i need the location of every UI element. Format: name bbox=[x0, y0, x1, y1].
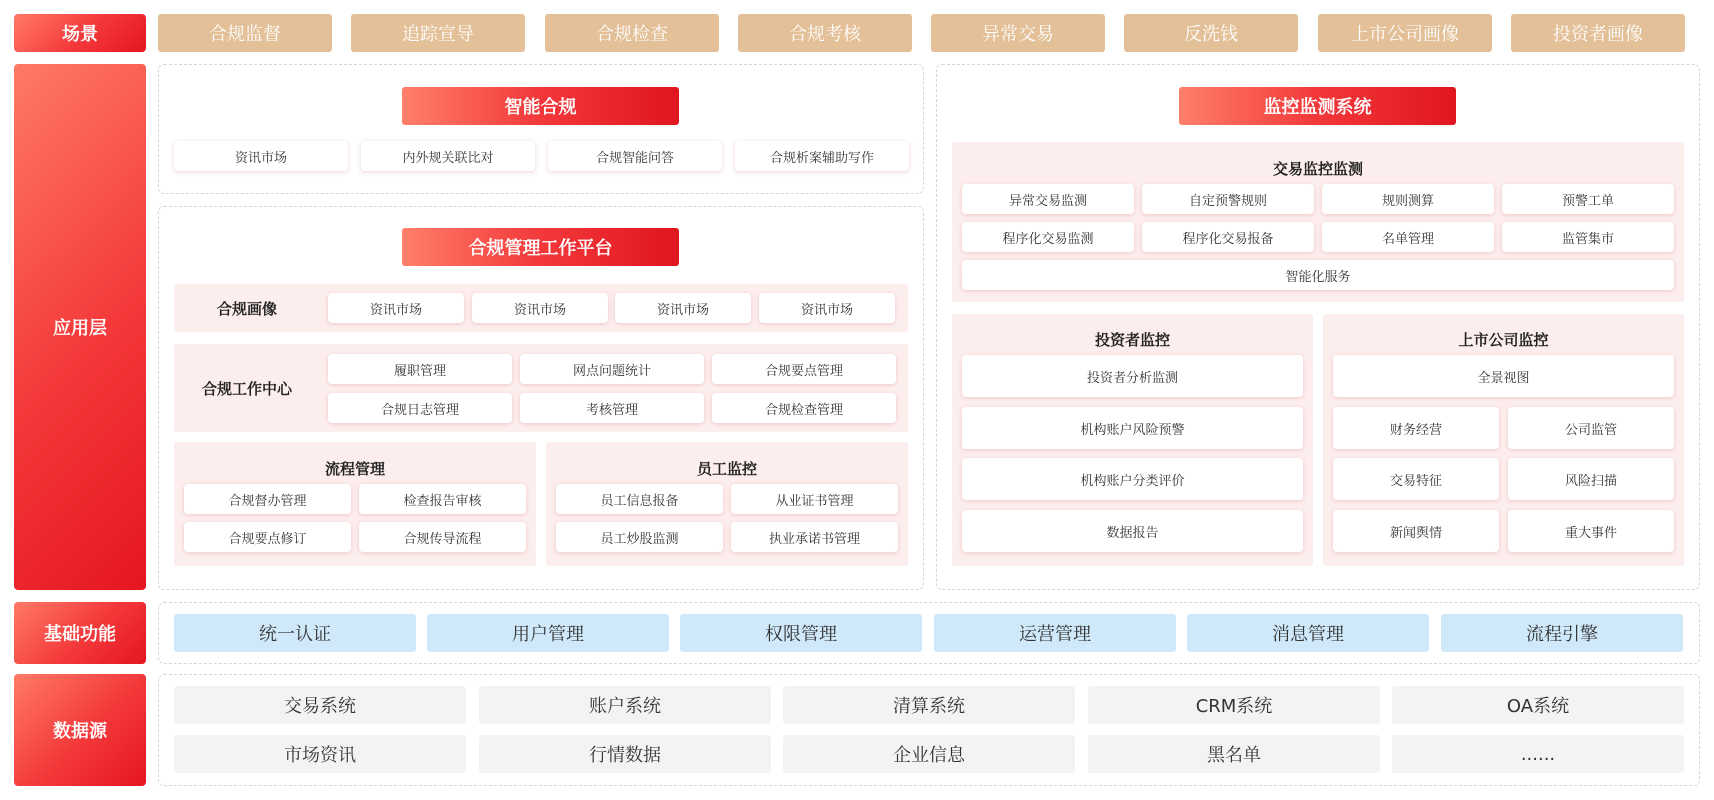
foundation-item[interactable]: 统一认证 bbox=[174, 614, 416, 652]
portrait-label: 合规画像 bbox=[216, 299, 277, 318]
trade-monitoring-item[interactable]: 自定预警规则 bbox=[1142, 184, 1314, 214]
work-center-item[interactable]: 合规检查管理 bbox=[712, 393, 896, 423]
work-center-item[interactable]: 合规要点管理 bbox=[712, 354, 896, 384]
staff-item[interactable]: 从业证书管理 bbox=[731, 484, 898, 514]
listed-company-item[interactable]: 财务经营 bbox=[1333, 407, 1499, 449]
scene-button[interactable]: 异常交易 bbox=[931, 14, 1105, 52]
smart-compliance-panel bbox=[158, 64, 924, 194]
datasource-item[interactable]: 黑名单 bbox=[1088, 735, 1380, 773]
process-item[interactable]: 检查报告审核 bbox=[359, 484, 526, 514]
listed-company-label: 上市公司监控 bbox=[1458, 330, 1549, 349]
work-center-item[interactable]: 合规日志管理 bbox=[328, 393, 512, 423]
investor-monitoring-item[interactable]: 数据报告 bbox=[962, 510, 1303, 552]
staff-item[interactable]: 员工信息报备 bbox=[556, 484, 723, 514]
smart-compliance-item[interactable]: 内外规关联比对 bbox=[361, 141, 535, 171]
listed-company-item[interactable]: 重大事件 bbox=[1508, 510, 1674, 552]
layer-label-scene: 场景 bbox=[14, 14, 146, 52]
listed-company-item[interactable]: 风险扫描 bbox=[1508, 458, 1674, 500]
staff-label: 员工监控 bbox=[696, 459, 757, 478]
foundation-item[interactable]: 消息管理 bbox=[1187, 614, 1429, 652]
trade-monitoring-item[interactable]: 规则测算 bbox=[1322, 184, 1494, 214]
work-center-label: 合规工作中心 bbox=[201, 379, 292, 398]
datasource-item[interactable]: ...... bbox=[1392, 735, 1684, 773]
datasource-item[interactable]: 企业信息 bbox=[783, 735, 1075, 773]
work-center-item[interactable]: 履职管理 bbox=[328, 354, 512, 384]
investor-monitoring-item[interactable]: 投资者分析监测 bbox=[962, 355, 1303, 397]
work-center-item[interactable]: 网点问题统计 bbox=[520, 354, 704, 384]
investor-monitoring-label: 投资者监控 bbox=[1094, 330, 1170, 349]
portrait-item[interactable]: 资讯市场 bbox=[328, 293, 464, 323]
smart-compliance-item[interactable]: 合规析案辅助写作 bbox=[735, 141, 909, 171]
staff-item[interactable]: 执业承诺书管理 bbox=[731, 522, 898, 552]
smart-compliance-item[interactable]: 合规智能问答 bbox=[548, 141, 722, 171]
process-label: 流程管理 bbox=[324, 459, 385, 478]
foundation-item[interactable]: 运营管理 bbox=[934, 614, 1176, 652]
process-item[interactable]: 合规传导流程 bbox=[359, 522, 526, 552]
work-center-item[interactable]: 考核管理 bbox=[520, 393, 704, 423]
smart-compliance-item[interactable]: 资讯市场 bbox=[174, 141, 348, 171]
layer-label-datasource: 数据源 bbox=[14, 674, 146, 786]
datasource-item[interactable]: 行情数据 bbox=[479, 735, 771, 773]
scene-button[interactable]: 合规检查 bbox=[545, 14, 719, 52]
investor-monitoring-item[interactable]: 机构账户分类评价 bbox=[962, 458, 1303, 500]
trade-monitoring-item[interactable]: 异常交易监测 bbox=[962, 184, 1134, 214]
trade-monitoring-item[interactable]: 监管集市 bbox=[1502, 222, 1674, 252]
layer-label-application: 应用层 bbox=[14, 64, 146, 590]
datasource-item[interactable]: 清算系统 bbox=[783, 686, 1075, 724]
datasource-item[interactable]: CRM系统 bbox=[1088, 686, 1380, 724]
portrait-item[interactable]: 资讯市场 bbox=[615, 293, 751, 323]
foundation-item[interactable]: 用户管理 bbox=[427, 614, 669, 652]
platform-title: 合规管理工作平台 bbox=[402, 228, 679, 266]
foundation-item[interactable]: 权限管理 bbox=[680, 614, 922, 652]
smart-compliance-title: 智能合规 bbox=[402, 87, 679, 125]
scene-button[interactable]: 追踪宣导 bbox=[351, 14, 525, 52]
scene-button[interactable]: 合规监督 bbox=[158, 14, 332, 52]
datasource-item[interactable]: 市场资讯 bbox=[174, 735, 466, 773]
scene-button[interactable]: 上市公司画像 bbox=[1318, 14, 1492, 52]
investor-monitoring-item[interactable]: 机构账户风险预警 bbox=[962, 407, 1303, 449]
trade-monitoring-item[interactable]: 名单管理 bbox=[1322, 222, 1494, 252]
portrait-item[interactable]: 资讯市场 bbox=[759, 293, 895, 323]
scene-button[interactable]: 投资者画像 bbox=[1511, 14, 1685, 52]
process-item[interactable]: 合规督办管理 bbox=[184, 484, 351, 514]
datasource-item[interactable]: OA系统 bbox=[1392, 686, 1684, 724]
trade-monitoring-item[interactable]: 预警工单 bbox=[1502, 184, 1674, 214]
panorama-view-item[interactable]: 全景视图 bbox=[1333, 355, 1674, 397]
trade-monitoring-item[interactable]: 程序化交易监测 bbox=[962, 222, 1134, 252]
smart-service-item[interactable]: 智能化服务 bbox=[962, 260, 1674, 290]
trade-monitoring-label: 交易监控监测 bbox=[1272, 159, 1363, 178]
listed-company-item[interactable]: 公司监管 bbox=[1508, 407, 1674, 449]
trade-monitoring-item[interactable]: 程序化交易报备 bbox=[1142, 222, 1314, 252]
portrait-item[interactable]: 资讯市场 bbox=[472, 293, 608, 323]
monitoring-title: 监控监测系统 bbox=[1179, 87, 1456, 125]
scene-button[interactable]: 合规考核 bbox=[738, 14, 912, 52]
listed-company-item[interactable]: 新闻舆情 bbox=[1333, 510, 1499, 552]
process-item[interactable]: 合规要点修订 bbox=[184, 522, 351, 552]
foundation-item[interactable]: 流程引擎 bbox=[1441, 614, 1683, 652]
scene-button[interactable]: 反洗钱 bbox=[1124, 14, 1298, 52]
datasource-item[interactable]: 账户系统 bbox=[479, 686, 771, 724]
listed-company-item[interactable]: 交易特征 bbox=[1333, 458, 1499, 500]
layer-label-foundation: 基础功能 bbox=[14, 602, 146, 664]
staff-item[interactable]: 员工炒股监测 bbox=[556, 522, 723, 552]
datasource-item[interactable]: 交易系统 bbox=[174, 686, 466, 724]
